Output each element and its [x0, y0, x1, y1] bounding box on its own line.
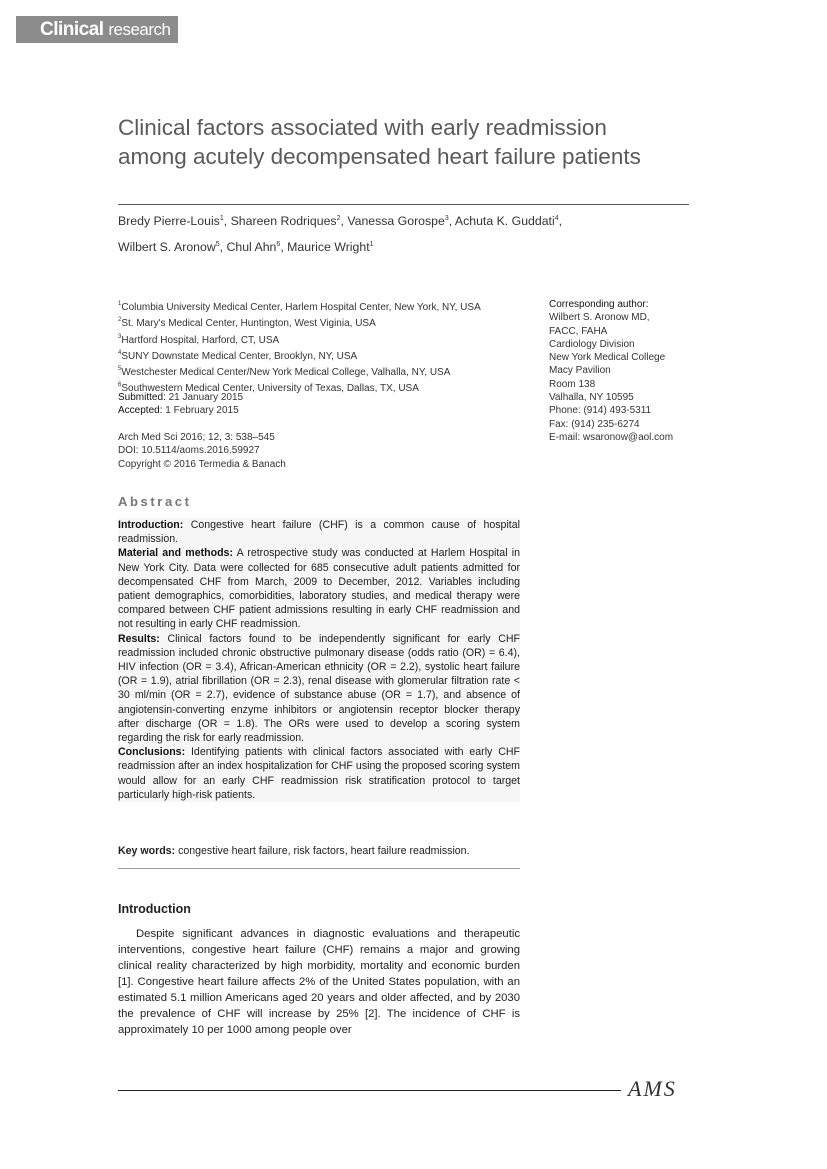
article-title — [118, 113, 718, 171]
author-name: Vanessa Gorospe — [347, 214, 445, 228]
abstract-body — [118, 518, 520, 802]
affiliation-text: Hartford Hospital, Harford, CT, USA — [121, 334, 280, 346]
affiliation — [118, 314, 538, 330]
abstract-section-text: Congestive heart failure (CHF) is a common cause of hospital readmission. — [118, 519, 520, 546]
section-label-rest: research — [108, 20, 171, 39]
affiliation-number: 6 — [118, 382, 122, 389]
affiliations — [118, 298, 538, 396]
abstract-section-label: Results: — [118, 632, 160, 645]
accepted-date: 1 February 2015 — [165, 405, 239, 417]
submitted-label: Submitted: — [118, 392, 166, 403]
author-name: Maurice Wright — [287, 240, 370, 254]
author — [226, 240, 280, 254]
author-affiliation-number: 1 — [219, 215, 224, 222]
affiliation — [118, 331, 538, 347]
corresponding-label: Corresponding author: — [549, 299, 649, 310]
affiliation-number: 5 — [118, 366, 122, 373]
author — [231, 214, 341, 228]
author-affiliation-number: 2 — [336, 215, 341, 222]
author — [118, 240, 220, 254]
corresponding-line[interactable]: E-mail: wsaronow@aol.com — [549, 431, 674, 443]
abstract-section-text: A retrospective study was conducted at Harlem Hospital in New York City. Data were collected for 685 consecutive adult patients admitted for decompensated CHF from March, 2009 to December, 2012. Variables including patient demographics, comorbidities, laboratory studies, and medical therapy were compared between CHF patient admissions resulting in early CHF readmission and not resulting in early CHF readmission. — [118, 547, 521, 631]
corresponding-author — [549, 298, 709, 444]
author — [287, 240, 373, 254]
affiliation — [118, 363, 538, 379]
author-affiliation-number: 1 — [369, 241, 374, 248]
footer-rule — [118, 1090, 621, 1091]
title-line-1: Clinical factors associated with early readmission — [118, 115, 607, 140]
abstract-section-label: Conclusions: — [118, 746, 186, 759]
affiliation — [118, 347, 538, 363]
affiliation-text: Westchester Medical Center/New York Medical College, Valhalla, NY, USA — [121, 367, 451, 379]
section-badge — [16, 16, 178, 43]
author — [347, 214, 448, 228]
abstract-section — [118, 518, 520, 546]
citation — [118, 431, 286, 471]
keywords-label: Key words: — [118, 845, 176, 857]
author-name: Bredy Pierre-Louis — [118, 214, 220, 228]
corresponding-line: Fax: (914) 235-6274 — [549, 418, 640, 430]
keywords-text: congestive heart failure, risk factors, heart failure readmission. — [178, 845, 470, 857]
affiliation-text: Southwestern Medical Center, University of Texas, Dallas, TX, USA — [121, 383, 419, 395]
author — [455, 214, 559, 228]
copyright: Copyright © 2016 Termedia & Banach — [118, 458, 286, 470]
abstract-section — [118, 632, 520, 746]
affiliation-number: 3 — [118, 333, 122, 340]
author-name: Shareen Rodriques — [230, 214, 337, 228]
author-name: Achuta K. Guddati — [454, 214, 555, 228]
author-affiliation-number: 5 — [215, 241, 220, 248]
doi[interactable]: DOI: 10.5114/aoms.2016.59927 — [118, 445, 260, 457]
corresponding-line: FACC, FAHA — [549, 325, 608, 337]
abstract-section — [118, 745, 520, 802]
abstract-section-text: Clinical factors found to be independently significant for early CHF readmission included chronic obstructive pulmonary disease (odds ratio (OR) = 6.4), HIV infection (OR = 3.4), African-American ethnicity (OR = 2.2), systolic heart failure (OR = 1.9), atrial fibrillation (OR = 2.3), renal disease with glomerular filtration rate < 30 ml/min (OR = 2.7), evidence of substance abuse (OR = 1.7), and absence of angiotensin-converting enzyme inhibitors or angiotensin receptor blocker therapy after discharge (OR = 1.8). The ORs were used to develop a scoring system regarding the risk for early readmission. — [118, 632, 520, 745]
author-affiliation-number: 6 — [276, 241, 281, 248]
dates — [118, 391, 243, 418]
title-rule — [118, 204, 689, 205]
title-line-2: among acutely decompensated heart failure patients — [118, 144, 641, 169]
abstract-section — [118, 546, 520, 631]
affiliation-number: 1 — [118, 301, 122, 307]
abstract-heading: Abstract — [118, 494, 192, 509]
abstract-rule — [118, 868, 520, 869]
affiliation-number: 2 — [118, 317, 122, 324]
keywords — [118, 844, 520, 858]
affiliation — [118, 298, 538, 314]
corresponding-line: Macy Pavilion — [549, 365, 611, 377]
introduction-text: Despite significant advances in diagnostic evaluations and therapeutic interventions, congestive heart failure (CHF) remains a major and growing clinical reality characterized by high morbidity, mortality and economic burden [1]. Congestive heart failure affects 2% of the United States population, with an estimated 5.1 million Americans aged 20 years and older affected, and by 2030 the prevalence of CHF will increase by 25% [2]. The incidence of CHF is approximately 10 per 1000 among people over — [118, 928, 520, 1036]
author-name: Wilbert S. Aronow — [118, 240, 216, 254]
corresponding-line: Room 138 — [549, 378, 596, 390]
author-name: Chul Ahn — [226, 240, 277, 254]
corresponding-line: Wilbert S. Aronow MD, — [549, 312, 650, 324]
author — [118, 214, 224, 228]
journal-citation: Arch Med Sci 2016; 12, 3: 538–545 — [118, 432, 275, 443]
section-label-bold: Clinical — [40, 19, 104, 40]
abstract-section-text: Identifying patients with clinical factors associated with early CHF readmission after an index hospitalization for CHF using the proposed scoring system would allow for an early CHF readmission risk stratification protocol to target particularly high-risk patients. — [118, 746, 520, 801]
journal-logo: AMS — [628, 1076, 677, 1101]
affiliation-text: SUNY Downstate Medical Center, Brooklyn, NY, USA — [121, 350, 358, 362]
author-affiliation-number: 4 — [554, 215, 559, 222]
affiliation-text: St. Mary's Medical Center, Huntington, West Viginia, USA — [121, 318, 376, 330]
corresponding-line: Valhalla, NY 10595 — [549, 392, 634, 404]
author-list: Bredy Pierre-Louis$^1$, Shareen Rodriques$^2$, Vanessa Gorospe$^3$, Achuta K. Guddati$^4$, Wilbert S. Aronow$^5$, Chul Ahn$^6$, Maurice Wright$^1$ — [118, 214, 563, 254]
corresponding-line: New York Medical College — [549, 352, 666, 364]
affiliation-number: 4 — [118, 349, 122, 356]
submitted-date: 21 January 2015 — [168, 392, 244, 403]
abstract-section-label: Introduction: — [118, 519, 184, 531]
affiliation-text: Columbia University Medical Center, Harlem Hospital Center, New York, NY, USA — [121, 302, 481, 313]
corresponding-line: Phone: (914) 493-5311 — [549, 405, 652, 417]
corresponding-line: Cardiology Division — [549, 338, 635, 350]
introduction-heading: Introduction — [118, 902, 191, 916]
accepted-label: Accepted: — [118, 405, 163, 417]
abstract-section-label: Material and methods: — [118, 547, 233, 560]
author-affiliation-number: 3 — [444, 215, 449, 222]
